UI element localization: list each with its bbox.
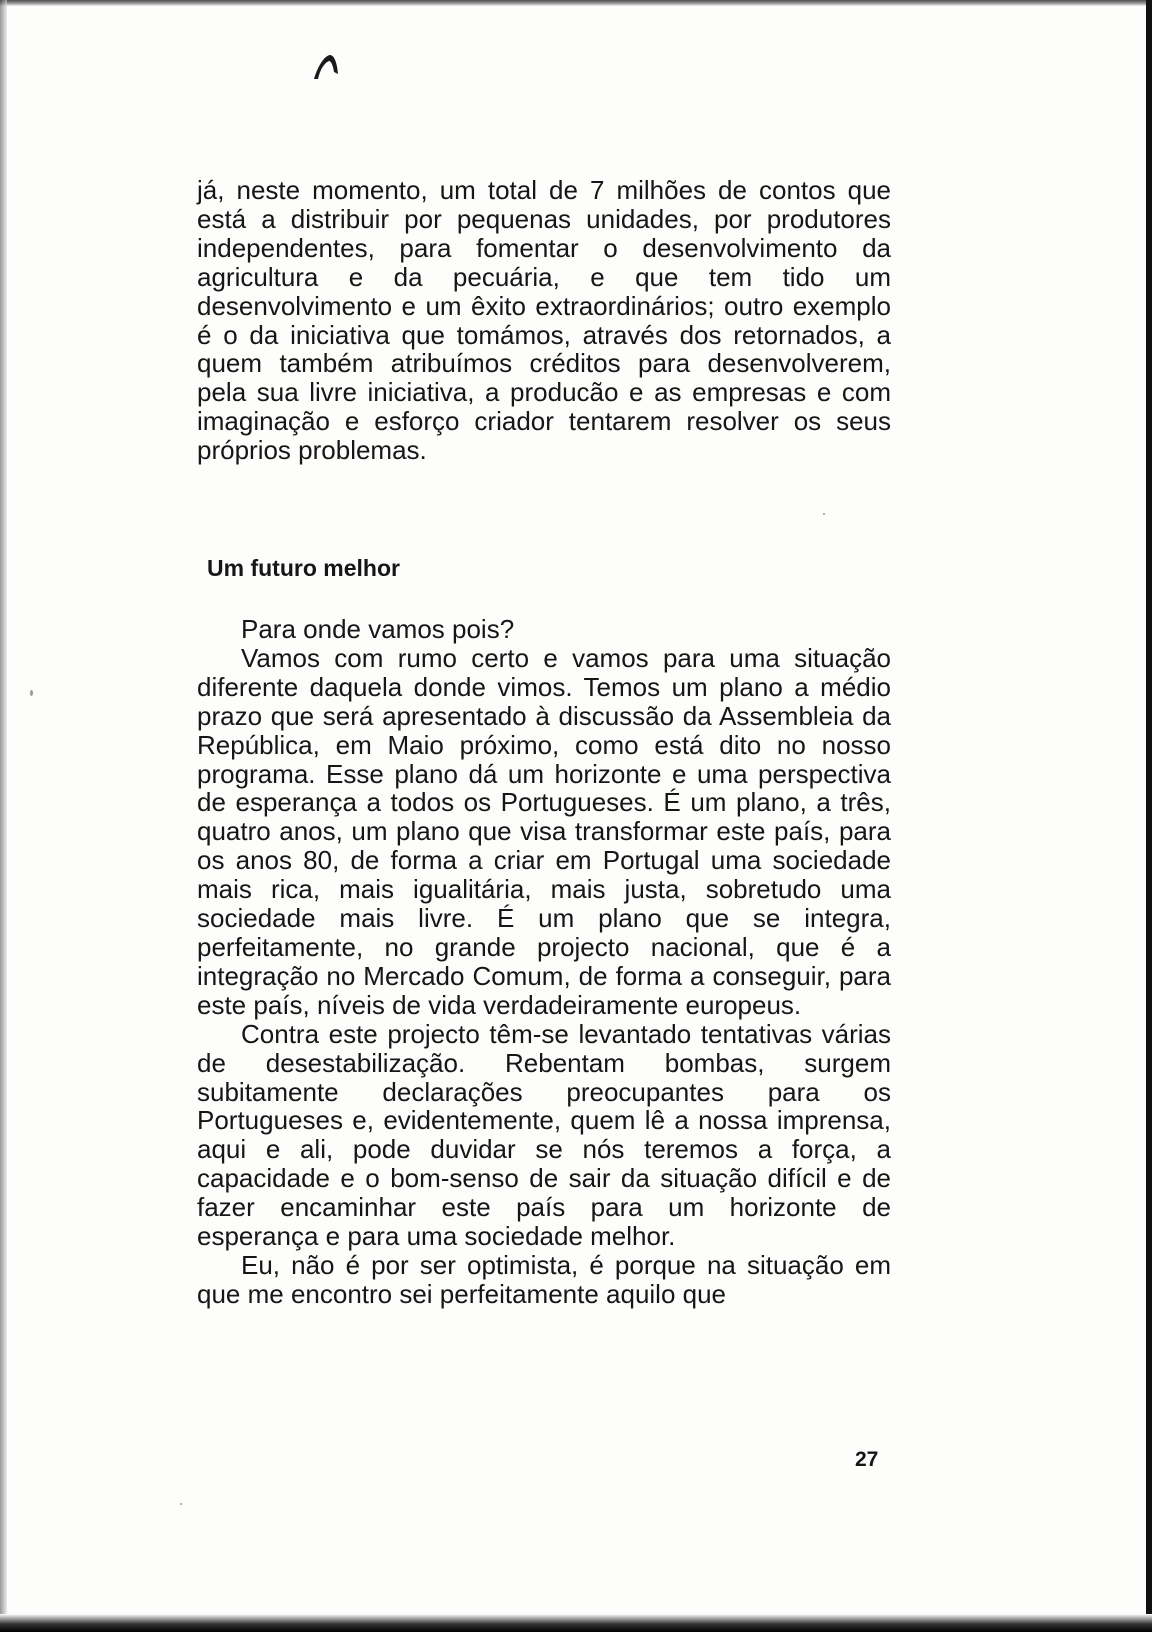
page-number: 27 — [855, 1448, 879, 1471]
scan-speck — [823, 513, 825, 515]
scan-edge-right — [1146, 0, 1152, 1632]
scan-edge-bottom — [0, 1614, 1152, 1632]
paragraph: Para onde vamos pois? — [241, 614, 515, 644]
intro-paragraph: já, neste momento, um total de 7 milhões de contos que está a distribuir por pequenas unidades, por produtores independentes, para fomentar o desenvolvimento da agricultura e da pecuária, e que tem tido um desenvolvimento e um êxito extraordinários; outro exemplo é o da iniciativa que tomámos, através dos retornados, a quem também atribuímos créditos para desenvolverem, pela sua livre iniciativa, a producão e as empresas e com imaginação e esforço criador tentarem resolver os seus próprios problemas. — [197, 175, 891, 466]
section-body — [197, 615, 891, 1309]
paragraph: Eu, não é por ser optimista, é porque na situação em que me encontro sei perfeitamente aquilo que — [197, 1249, 891, 1309]
scan-speck — [30, 690, 33, 696]
intro-text-block — [197, 176, 891, 465]
paragraph: Vamos com rumo certo e vamos para uma situação diferente daquela donde vimos. Temos um plano a médio prazo que será apresentado à discussão da Assembleia da República, em Maio próximo, como está dito no nosso programa. Esse plano dá um horizonte e uma perspectiva de esperança a todos os Portugueses. É um plano, a três, quatro anos, um plano que visa transformar este país, para os anos 80, de forma a criar em Portugal uma sociedade mais rica, mais igualitária, mais justa, sobretudo uma sociedade mais livre. É um plano que se integra, perfeitamente, no grande projecto nacional, que é a integração no Mercado Comum, de forma a conseguir, para este país, níveis de vida verdadeiramente europeus. — [197, 642, 891, 1020]
scan-speck — [180, 1503, 182, 1505]
ink-mark-icon — [312, 52, 340, 82]
scan-edge-left — [0, 0, 7, 1632]
section-heading: Um futuro melhor — [207, 555, 400, 581]
scan-edge-top — [0, 0, 1152, 6]
paragraph: Contra este projecto têm-se levantado tentativas várias de desestabilização. Rebentam bombas, surgem subitamente declarações preocupantes para os Portugueses e, evidentemente, quem lê a nossa imprensa, aqui e ali, pode duvidar se nós teremos a força, a capacidade e o bom-senso de sair da situação difícil e de fazer encaminhar este país para um horizonte de esperança e para uma sociedade melhor. — [197, 1018, 891, 1252]
